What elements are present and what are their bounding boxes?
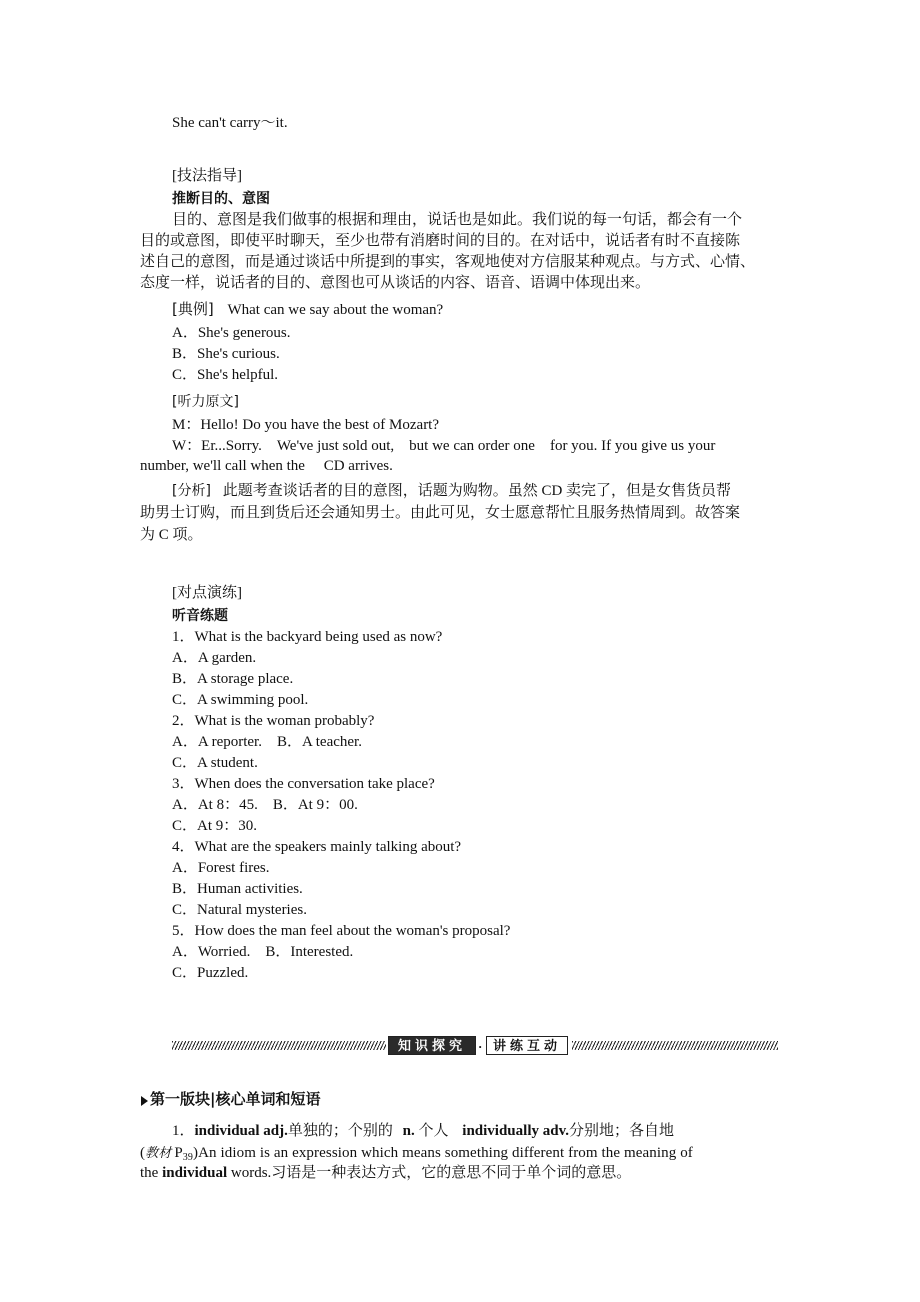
- practice-heading: 听音练题: [172, 608, 228, 624]
- vocab-adv-word: individually adv.: [462, 1123, 570, 1139]
- analysis-line: 助男士订购，而且到货后还会通知男士。由此可见，女士愿意帮忙且服务热情周到。故答案: [140, 505, 741, 521]
- practice-line: C．A swimming pool.: [172, 692, 309, 708]
- practice-line: B．A storage place.: [172, 671, 294, 687]
- vocab-meaning: 个人: [418, 1123, 449, 1139]
- transcript-m-line: M：Hello! Do you have the best of Mozart?: [172, 417, 440, 433]
- example-sentence: the: [140, 1165, 163, 1181]
- analysis-line: [172, 481, 731, 502]
- vocab-word: individual adj.: [194, 1123, 288, 1139]
- example-sentence: words.: [227, 1165, 272, 1181]
- example-translation: 习语是一种表达方式，它的意思不同于单个词的意思。: [271, 1165, 632, 1181]
- practice-line: C．At 9：30.: [172, 818, 258, 834]
- technique-para-line: 态度一样，说话者的目的、意图也可从谈话的内容、语音、语调中体现出来。: [140, 275, 651, 291]
- practice-line: 5．How does the man feel about the woman's proposal?: [172, 923, 511, 939]
- vocab-num: 1．: [172, 1123, 195, 1139]
- transcript-w-line: number, we'll call when the CD arrives.: [140, 458, 393, 474]
- technique-tag: [技法指导]: [172, 168, 242, 184]
- example-line: [172, 299, 443, 321]
- source-label: 教材: [145, 1145, 172, 1160]
- practice-line: B．Human activities.: [172, 881, 303, 897]
- transcript-tag: [听力原文]: [172, 394, 239, 410]
- practice-line: C．A student.: [172, 755, 258, 771]
- source-page-number: 39: [182, 1152, 193, 1163]
- triangle-bullet-icon: [141, 1096, 148, 1106]
- carry-line: She can't carry～it.: [172, 115, 288, 131]
- example-sentence-line: [140, 1163, 631, 1184]
- practice-line: 4．What are the speakers mainly talking about?: [172, 839, 462, 855]
- banner-title: [388, 1034, 570, 1056]
- technique-para-line: 目的或意图，即使平时聊天，至少也带有消磨时间的目的。在对话中，说话者有时不直接陈: [140, 233, 741, 249]
- transcript-w-line: W：Er...Sorry. We've just sold out, but we can order one for you. If you give us your: [172, 438, 716, 454]
- source-paren: (: [140, 1145, 146, 1161]
- technique-para-line: 目的、意图是我们做事的根据和理由，说话也是如此。我们说的每一句话，都会有一个: [172, 212, 743, 228]
- example-option: B．She's curious.: [172, 346, 280, 362]
- technique-para-line: 述自己的意图，而是通过谈话中所提到的事实，客观地使对方信服某种观点。与方式、心情、: [140, 254, 756, 270]
- banner-left-box: 知识探究: [388, 1036, 476, 1055]
- analysis-tag: [分析]: [172, 483, 211, 499]
- analysis-line: 为 C 项。: [140, 527, 203, 543]
- practice-line: A．At 8：45. B．At 9：00.: [172, 797, 358, 813]
- practice-line: 2．What is the woman probably?: [172, 713, 375, 729]
- vocab-meaning: 单独的；个别的: [287, 1123, 393, 1139]
- source-page: P: [174, 1145, 183, 1161]
- section-banner: [172, 1033, 778, 1057]
- vocab-item-1: [172, 1121, 674, 1142]
- practice-line: C．Puzzled.: [172, 965, 249, 981]
- practice-line: 1．What is the backyard being used as now?: [172, 629, 443, 645]
- technique-heading: 推断目的、意图: [172, 191, 270, 207]
- practice-line: A．Forest fires.: [172, 860, 270, 876]
- banner-hatch-left: [172, 1041, 386, 1050]
- example-keyword: individual: [162, 1165, 228, 1181]
- vocab-pos: n.: [402, 1123, 415, 1139]
- banner-dot: ·: [478, 1039, 483, 1054]
- example-option: C．She's helpful.: [172, 367, 279, 383]
- practice-line: 3．When does the conversation take place?: [172, 776, 435, 792]
- banner-right-box: 讲练互动: [486, 1036, 568, 1055]
- practice-line: C．Natural mysteries.: [172, 902, 307, 918]
- example-tag: [典例]: [172, 300, 214, 318]
- example-option: A．She's generous.: [172, 325, 291, 341]
- vocab-meaning: 分别地；各自地: [569, 1123, 675, 1139]
- example-question: What can we say about the woman?: [227, 302, 444, 318]
- practice-line: A．Worried. B．Interested.: [172, 944, 354, 960]
- practice-line: A．A reporter. B．A teacher.: [172, 734, 362, 750]
- module-heading: 第一版块|核心单词和短语: [150, 1090, 321, 1108]
- source-paren: ): [192, 1145, 199, 1161]
- banner-hatch-right: [572, 1041, 778, 1050]
- example-sentence: An idiom is an expression which means something different from the meaning of: [198, 1145, 693, 1161]
- practice-tag: [对点演练]: [172, 585, 242, 601]
- practice-line: A．A garden.: [172, 650, 257, 666]
- analysis-text: 此题考查谈话者的目的意图，话题为购物。虽然 CD 卖完了，但是女售货员帮: [222, 483, 732, 499]
